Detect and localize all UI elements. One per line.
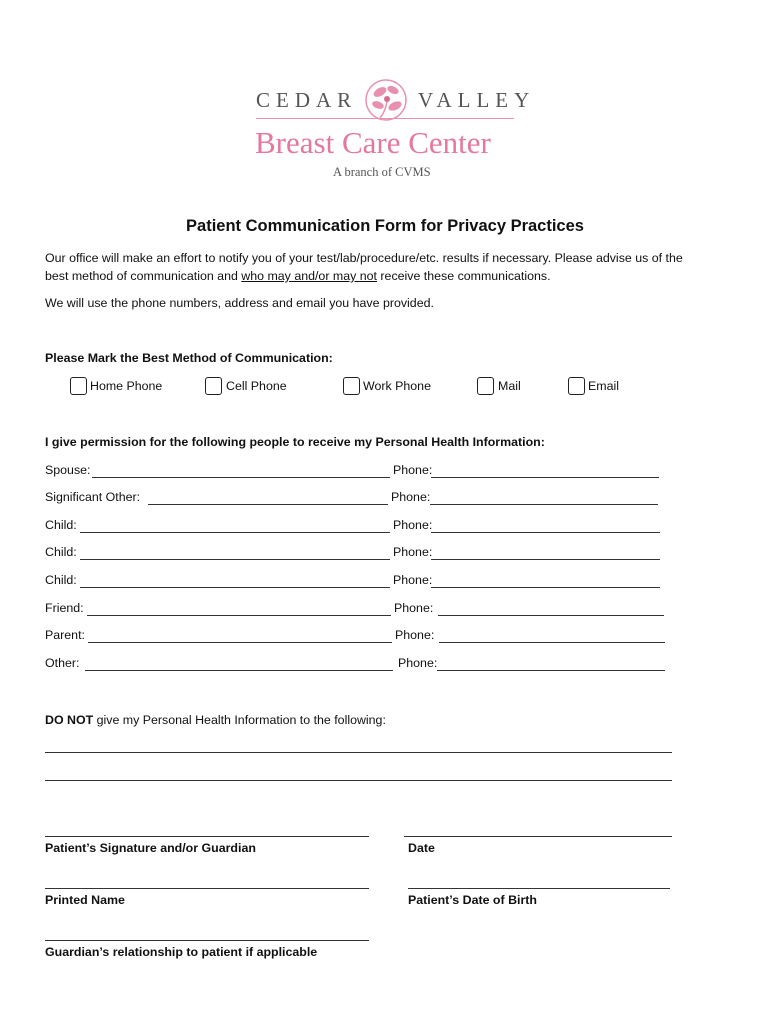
deny-line-2[interactable] [45, 780, 672, 781]
checkbox-email[interactable] [568, 377, 585, 395]
guardian-relationship-label: Guardian’s relationship to patient if applicable [45, 945, 318, 959]
phone-label: Phone: [393, 573, 433, 587]
date-label: Date [408, 841, 435, 855]
methods-heading: Please Mark the Best Method of Communication: [45, 351, 333, 365]
date-line[interactable] [404, 836, 672, 837]
deny-heading: DO NOT give my Personal Health Information to the following: [45, 713, 386, 727]
label-email: Email [588, 379, 619, 393]
logo-tagline: A branch of CVMS [333, 165, 431, 179]
phone-label: Phone: [393, 463, 433, 477]
signature-line[interactable] [45, 836, 369, 837]
row-label-friend: Friend: [45, 601, 84, 615]
logo-divider [256, 118, 514, 119]
checkbox-cell-phone[interactable] [205, 377, 222, 395]
friend-phone-line[interactable] [438, 615, 664, 616]
row-label-child-2: Child: [45, 545, 77, 559]
checkbox-work-phone[interactable] [343, 377, 360, 395]
checkbox-mail[interactable] [477, 377, 494, 395]
row-label-other: Other: [45, 656, 80, 670]
label-home-phone: Home Phone [90, 379, 163, 393]
other-phone-line[interactable] [437, 670, 665, 671]
checkbox-home-phone[interactable] [70, 377, 87, 395]
label-work-phone: Work Phone [363, 379, 431, 393]
parent-phone-line[interactable] [439, 642, 665, 643]
permission-heading: I give permission for the following people to receive my Personal Health Information: [45, 435, 545, 449]
row-label-significant-other: Significant Other: [45, 490, 141, 504]
logo-text-cedar: CEDAR [256, 88, 358, 112]
spouse-phone-line[interactable] [431, 477, 659, 478]
phone-label: Phone: [393, 518, 433, 532]
logo-brand-name: Breast Care Center [255, 125, 491, 160]
form-title: Patient Communication Form for Privacy Practices [186, 217, 584, 235]
intro-line-1: Our office will make an effort to notify you of your test/lab/procedure/etc. results if necessary. Please advise us of the [45, 251, 683, 265]
phone-label: Phone: [393, 545, 433, 559]
phone-label: Phone: [391, 490, 431, 504]
printed-name-label: Printed Name [45, 893, 125, 907]
label-mail: Mail [498, 379, 521, 393]
signature-label: Patient’s Signature and/or Guardian [45, 841, 256, 855]
printed-name-line[interactable] [45, 888, 369, 889]
logo-text-valley: VALLEY [418, 88, 536, 112]
label-cell-phone: Cell Phone [226, 379, 287, 393]
parent-name-line[interactable] [88, 642, 392, 643]
child-2-name-line[interactable] [80, 559, 390, 560]
row-label-parent: Parent: [45, 628, 85, 642]
intro-line-3: We will use the phone numbers, address and email you have provided. [45, 296, 434, 310]
friend-name-line[interactable] [87, 615, 391, 616]
row-label-spouse: Spouse: [45, 463, 91, 477]
phone-label: Phone: [394, 601, 434, 615]
child-1-name-line[interactable] [80, 532, 390, 533]
deny-line-1[interactable] [45, 752, 672, 753]
child-3-phone-line[interactable] [431, 587, 660, 588]
other-name-line[interactable] [85, 670, 393, 671]
spouse-name-line[interactable] [92, 477, 390, 478]
intro-line-2: best method of communication and who may and/or may not receive these communications. [45, 269, 551, 283]
phone-label: Phone: [395, 628, 435, 642]
child-1-phone-line[interactable] [431, 532, 660, 533]
significant-other-phone-line[interactable] [430, 504, 658, 505]
significant-other-name-line[interactable] [148, 504, 388, 505]
row-label-child-1: Child: [45, 518, 77, 532]
guardian-relationship-line[interactable] [45, 940, 369, 941]
row-label-child-3: Child: [45, 573, 77, 587]
dob-line[interactable] [408, 888, 670, 889]
phone-label: Phone: [398, 656, 438, 670]
child-2-phone-line[interactable] [431, 559, 660, 560]
dob-label: Patient’s Date of Birth [408, 893, 537, 907]
child-3-name-line[interactable] [80, 587, 390, 588]
